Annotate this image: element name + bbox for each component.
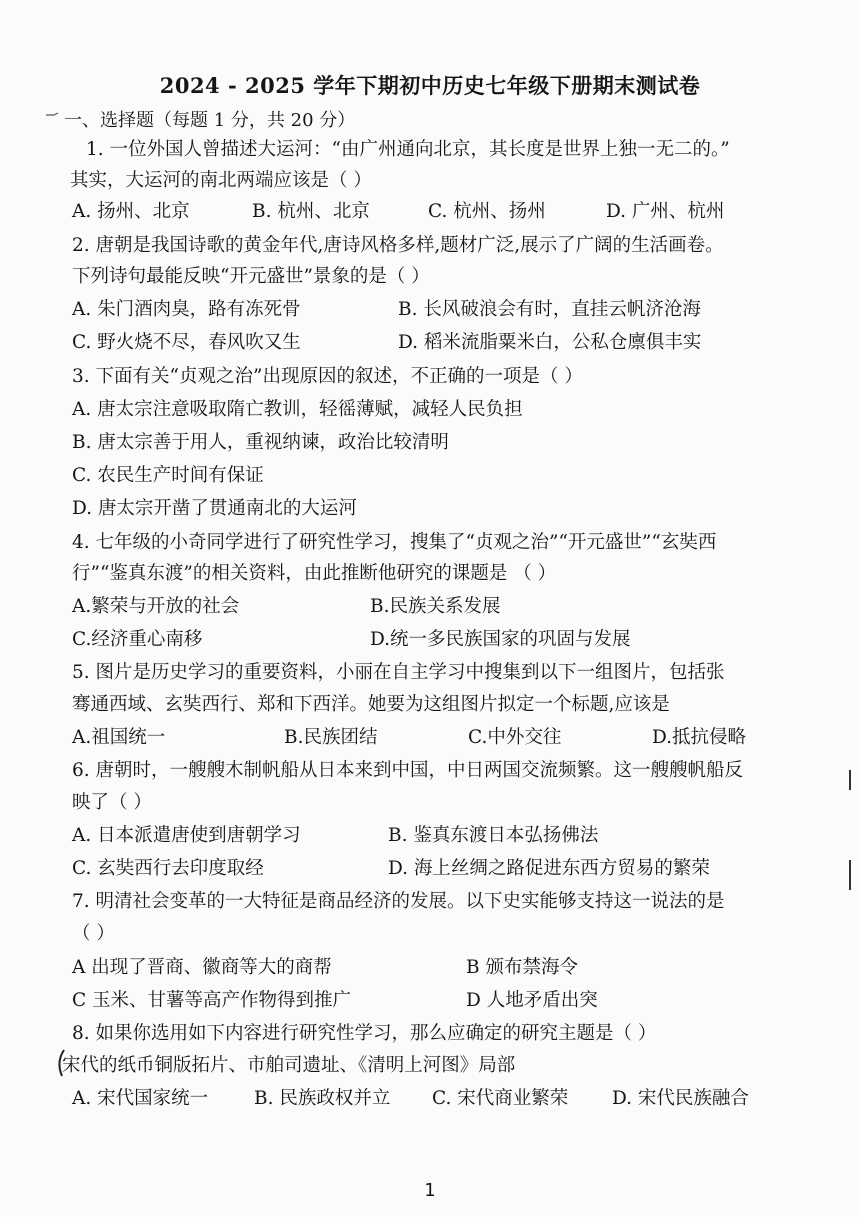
question-1-option-a: A. 扬州、北京 [72, 201, 190, 222]
section-heading: 一、选择题（每题 1 分，共 20 分） [64, 110, 356, 131]
question-3-option-d: D. 唐太宗开凿了贯通南北的大运河 [72, 498, 357, 519]
question-3-option-a: A. 唐太宗注意吸取隋亡教训，轻徭薄赋，减轻人民负担 [72, 399, 523, 420]
question-2-option-c: C. 野火烧不尽，春风吹又生 [72, 332, 301, 353]
question-6-option-b: B. 鉴真东渡日本弘扬佛法 [388, 825, 599, 846]
question-3-option-c: C. 农民生产时间有保证 [72, 465, 264, 486]
question-6-option-a: A. 日本派遣唐使到唐朝学习 [72, 825, 301, 846]
question-6-option-c: C. 玄奘西行去印度取经 [72, 858, 264, 879]
question-1-option-c: C. 杭州、扬州 [428, 201, 546, 222]
question-6-line-2: 映了（ ） [72, 792, 152, 813]
question-5-line-2: 骞通西域、玄奘西行、郑和下西洋。她要为这组图片拟定一个标题,应该是 [72, 694, 670, 715]
question-6-option-d: D. 海上丝绸之路促进东西方贸易的繁荣 [388, 858, 710, 879]
question-8-material: 宋代的纸币铜版拓片、市舶司遗址、《清明上河图》局部 [62, 1055, 516, 1076]
question-2-option-b: B. 长风破浪会有时，直挂云帆济沧海 [398, 299, 701, 320]
question-5-line-1: 5. 图片是历史学习的重要资料，小丽在自主学习中搜集到以下一组图片，包括张 [72, 662, 725, 683]
question-1-line-1: 1. 一位外国人曾描述大运河：“由广州通向北京，其长度是世界上独一无二的。” [86, 139, 730, 160]
question-4-option-d: D.统一多民族国家的巩固与发展 [370, 629, 631, 650]
question-5-option-b: B.民族团结 [284, 727, 378, 748]
question-7-option-b: B 颁布禁海令 [466, 957, 578, 978]
question-4-option-a: A.繁荣与开放的社会 [72, 596, 240, 617]
question-8-option-c: C. 宋代商业繁荣 [432, 1088, 569, 1109]
question-8-line-1: 8. 如果你选用如下内容进行研究性学习，那么应确定的研究主题是（ ） [72, 1023, 657, 1044]
scan-bracket-mark [54, 1048, 68, 1078]
question-1-option-b: B. 杭州、北京 [252, 201, 370, 222]
page-number: 1 [424, 1180, 436, 1201]
question-8-option-d: D. 宋代民族融合 [612, 1088, 749, 1109]
question-7-option-a: A 出现了晋商、徽商等大的商帮 [72, 957, 332, 978]
question-8-option-b: B. 民族政权并立 [254, 1088, 391, 1109]
question-5-option-c: C.中外交往 [468, 727, 562, 748]
question-1-option-d: D. 广州、杭州 [606, 201, 725, 222]
question-4-option-b: B.民族关系发展 [370, 596, 501, 617]
exam-title: 2024 - 2025 学年下期初中历史七年级下册期末测试卷 [159, 73, 701, 98]
question-7-option-c: C 玉米、甘薯等高产作物得到推广 [72, 990, 352, 1011]
question-3-option-b: B. 唐太宗善于用人，重视纳谏，政治比较清明 [72, 432, 449, 453]
question-2-line-1: 2. 唐朝是我国诗歌的黄金年代,唐诗风格多样,题材广泛,展示了广阔的生活画卷。 [72, 235, 724, 256]
question-7-line-2: （ ） [72, 923, 115, 944]
question-1-line-2: 其实，大运河的南北两端应该是（ ） [70, 170, 372, 191]
question-3-line-1: 3. 下面有关“贞观之治”出现原因的叙述，不正确的一项是（ ） [72, 366, 583, 387]
scan-mark [44, 110, 64, 120]
question-7-option-d: D 人地矛盾出突 [466, 990, 598, 1011]
question-2-line-2: 下列诗句最能反映“开元盛世”景象的是（ ） [72, 266, 430, 287]
scan-edge-marks [845, 760, 855, 900]
question-5-option-a: A.祖国统一 [72, 727, 166, 748]
question-2-option-a: A. 朱门酒肉臭，路有冻死骨 [72, 299, 301, 320]
question-8-option-a: A. 宋代国家统一 [72, 1088, 209, 1109]
question-2-option-d: D. 稻米流脂粟米白，公私仓廪俱丰实 [398, 332, 702, 353]
question-4-line-1: 4. 七年级的小奇同学进行了研究性学习，搜集了“贞观之治”“开元盛世”“玄奘西 [72, 532, 717, 553]
question-4-option-c: C.经济重心南移 [72, 629, 203, 650]
question-7-line-1: 7. 明清社会变革的一大特征是商品经济的发展。以下史实能够支持这一说法的是 [72, 891, 725, 912]
question-4-line-2: 行”“鉴真东渡”的相关资料，由此推断他研究的课题是 （ ） [72, 563, 557, 584]
question-6-line-1: 6. 唐朝时，一艘艘木制帆船从日本来到中国，中日两国交流频繁。这一艘艘帆船反 [72, 760, 744, 781]
question-5-option-d: D.抵抗侵略 [652, 727, 747, 748]
